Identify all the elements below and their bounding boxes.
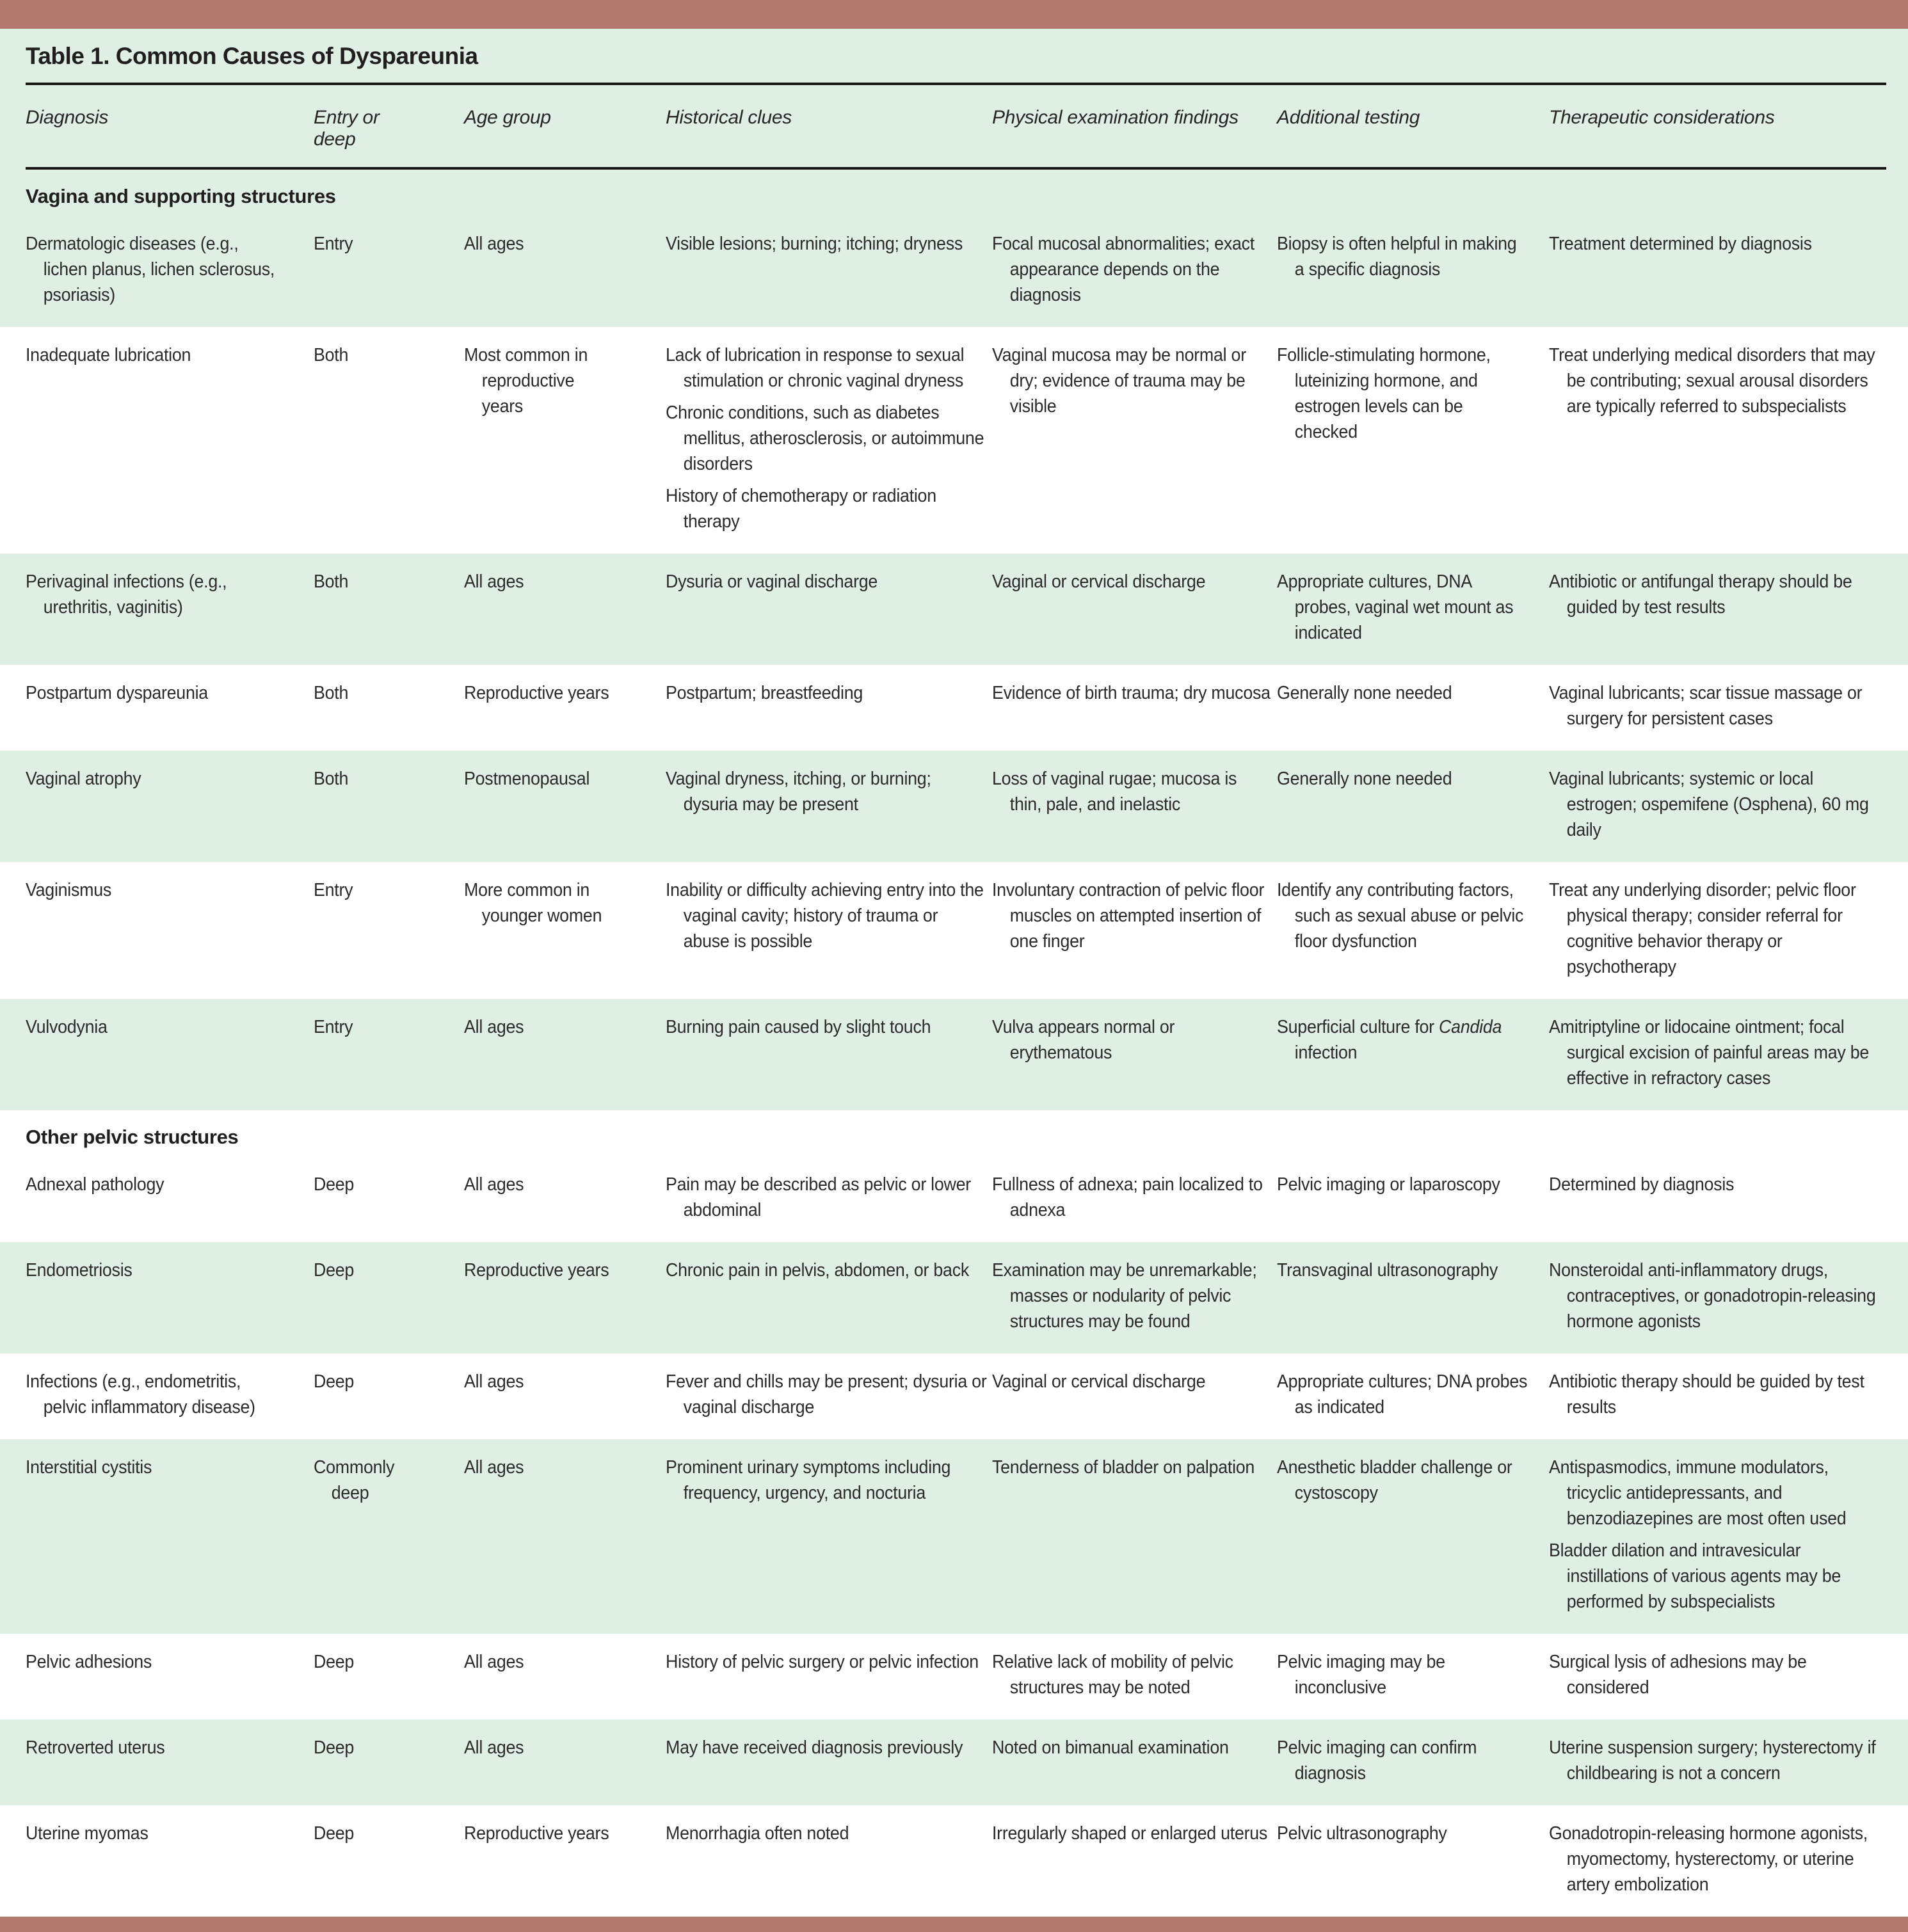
cell-testing [1277,1257,1549,1334]
cell-paragraph: Chronic pain in pelvis, abdomen, or back [666,1260,970,1281]
cell-exam [992,680,1277,731]
cell-paragraph: Both [314,345,349,365]
column-header-row [0,85,1908,167]
cell-history [666,1257,992,1334]
cell-paragraph: History of pelvic surgery or pelvic infection [666,1652,979,1672]
cell-paragraph: Deep [314,1174,355,1195]
cell-paragraph: Entry [314,880,353,900]
cell-paragraph: Fullness of adnexa; pain localized to adnexa [992,1174,1263,1220]
cell-history [666,1821,992,1897]
cell-entry [314,1257,464,1334]
cell-paragraph: Menorrhagia often noted [666,1823,849,1844]
cell-entry [314,342,464,534]
cell-therapy [1549,231,1882,308]
cell-paragraph: Follicle-stimulating hormone, luteinizing hormone, and estrogen levels can be checked [1277,345,1491,442]
column-header-history: Historical clues [666,107,792,128]
cell-history [666,1735,992,1786]
cell-paragraph: Most common in reproductive years [464,345,588,417]
cell-paragraph: All ages [464,1457,524,1478]
cell-paragraph: Deep [314,1260,355,1281]
cell-paragraph: Pelvic ultrasonography [1277,1823,1447,1844]
cell-paragraph: Infections (e.g., endometritis, pelvic inflammatory disease) [26,1371,255,1417]
cell-paragraph: Amitriptyline or lidocaine ointment; focal surgical excision of painful areas may be effective in refractory cases [1549,1017,1870,1089]
column-header-therapy: Therapeutic considerations [1549,107,1775,128]
cell-diagnosis [26,1649,314,1700]
table-row [0,862,1908,999]
cell-exam [992,1257,1277,1334]
table-row [0,1156,1908,1242]
cell-paragraph: Interstitial cystitis [26,1457,152,1478]
cell-testing [1277,1455,1549,1615]
cell-paragraph: History of chemotherapy or radiation therapy [666,486,936,532]
table-row [0,1720,1908,1805]
cell-paragraph: Gonadotropin-releasing hormone agonists, myomectomy, hysterectomy, or uterine artery embolization [1549,1823,1868,1895]
cell-testing [1277,877,1549,980]
cell-testing [1277,680,1549,731]
cell-paragraph: Vaginal mucosa may be normal or dry; evidence of trauma may be visible [992,345,1246,417]
cell-exam [992,1649,1277,1700]
cell-paragraph: Burning pain caused by slight touch [666,1017,931,1037]
cell-paragraph: Transvaginal ultrasonography [1277,1260,1498,1281]
cell-paragraph: Treat any underlying disorder; pelvic floor physical therapy; consider referral for cognitive behavior therapy or psychotherapy [1549,880,1856,977]
cell-therapy [1549,766,1882,843]
cell-history [666,1455,992,1615]
section-header: Vagina and supporting structures [0,170,1908,216]
cell-paragraph: All ages [464,1174,524,1195]
cell-paragraph: Focal mucosal abnormalities; exact appearance depends on the diagnosis [992,234,1255,305]
cell-diagnosis [26,680,314,731]
cell-diagnosis [26,231,314,308]
table-row [0,999,1908,1110]
cell-paragraph: Antibiotic or antifungal therapy should be guided by test results [1549,571,1852,618]
table-row [0,554,1908,665]
cell-paragraph: Pelvic imaging may be inconclusive [1277,1652,1445,1698]
cell-age [464,1172,666,1223]
cell-paragraph: Perivaginal infections (e.g., urethritis, vaginitis) [26,571,227,618]
table-row [0,327,1908,554]
cell-paragraph: Dysuria or vaginal discharge [666,571,878,592]
column-header-age: Age group [464,107,551,128]
cell-paragraph: More common in younger women [464,880,602,926]
cell-paragraph: Entry [314,1017,353,1037]
cell-paragraph: Deep [314,1823,355,1844]
cell-paragraph: Visible lesions; burning; itching; dryness [666,234,963,254]
cell-paragraph: Both [314,683,349,703]
cell-therapy [1549,680,1882,731]
cell-paragraph: Both [314,769,349,789]
cell-paragraph: Examination may be unremarkable; masses or nodularity of pelvic structures may be found [992,1260,1257,1332]
cell-therapy [1549,1172,1882,1223]
cell-paragraph: Vaginismus [26,880,112,900]
cell-diagnosis [26,1014,314,1091]
cell-diagnosis [26,342,314,534]
table-row [0,1242,1908,1353]
cell-entry [314,1455,464,1615]
cell-paragraph: Dermatologic diseases (e.g., lichen planus, lichen sclerosus, psoriasis) [26,234,275,305]
cell-diagnosis [26,1735,314,1786]
cell-age [464,1649,666,1700]
cell-paragraph: Vulvodynia [26,1017,108,1037]
cell-therapy [1549,1014,1882,1091]
column-header-testing: Additional testing [1277,107,1420,128]
cell-entry [314,1014,464,1091]
cell-paragraph: Both [314,571,349,592]
cell-history [666,1172,992,1223]
cell-paragraph: Commonly deep [314,1457,395,1503]
cell-paragraph: Antibiotic therapy should be guided by test results [1549,1371,1864,1417]
cell-exam [992,1821,1277,1897]
cell-age [464,1257,666,1334]
cell-paragraph: Reproductive years [464,1823,609,1844]
cell-entry [314,680,464,731]
cell-history [666,231,992,308]
cell-testing [1277,231,1549,308]
cell-testing [1277,766,1549,843]
cell-testing [1277,342,1549,534]
cell-paragraph: Appropriate cultures, DNA probes, vaginal wet mount as indicated [1277,571,1514,643]
cell-diagnosis [26,1257,314,1334]
cell-entry [314,1649,464,1700]
cell-paragraph: Identify any contributing factors, such as sexual abuse or pelvic floor dysfunction [1277,880,1524,952]
cell-paragraph: Surgical lysis of adhesions may be considered [1549,1652,1807,1698]
cell-history [666,569,992,646]
cell-exam [992,1014,1277,1091]
cell-paragraph: Pelvic imaging can confirm diagnosis [1277,1737,1477,1784]
table-row [0,1634,1908,1720]
cell-paragraph: Appropriate cultures; DNA probes as indicated [1277,1371,1528,1417]
table-row [0,665,1908,751]
cell-entry [314,877,464,980]
cell-history [666,1649,992,1700]
table-row [0,1439,1908,1634]
cell-history [666,680,992,731]
cell-therapy [1549,569,1882,646]
cell-diagnosis [26,1821,314,1897]
cell-testing [1277,1172,1549,1223]
cell-age [464,877,666,980]
cell-paragraph: Inability or difficulty achieving entry into the vaginal cavity; history of trauma or abuse is possible [666,880,984,952]
cell-age [464,1369,666,1420]
cell-exam [992,569,1277,646]
cell-age [464,1455,666,1615]
cell-paragraph: Anesthetic bladder challenge or cystoscopy [1277,1457,1512,1503]
cell-paragraph: Bladder dilation and intravesicular instillations of various agents may be performed by subspecialists [1549,1540,1841,1612]
cell-therapy [1549,1369,1882,1420]
cell-paragraph: Nonsteroidal anti-inflammatory drugs, contraceptives, or gonadotropin-releasing hormone agonists [1549,1260,1876,1332]
cell-history [666,766,992,843]
cell-paragraph: Involuntary contraction of pelvic floor muscles on attempted insertion of one finger [992,880,1265,952]
cell-entry [314,1369,464,1420]
cell-paragraph: Adnexal pathology [26,1174,164,1195]
cell-exam [992,766,1277,843]
cell-age [464,1014,666,1091]
cell-paragraph: Generally none needed [1277,683,1452,703]
cell-paragraph: Reproductive years [464,1260,609,1281]
cell-paragraph: Uterine suspension surgery; hysterectomy if childbearing is not a concern [1549,1737,1876,1784]
column-header-exam: Physical examination findings [992,107,1239,128]
cell-paragraph: Pain may be described as pelvic or lower abdominal [666,1174,971,1220]
cell-therapy [1549,1455,1882,1615]
cell-paragraph: Tenderness of bladder on palpation [992,1457,1255,1478]
table-row [0,1805,1908,1917]
cell-exam [992,231,1277,308]
cell-paragraph: Relative lack of mobility of pelvic structures may be noted [992,1652,1233,1698]
cell-paragraph: Deep [314,1371,355,1392]
cell-testing [1277,1649,1549,1700]
cell-paragraph: All ages [464,1737,524,1758]
cell-paragraph: Postmenopausal [464,769,590,789]
cell-history [666,1369,992,1420]
cell-age [464,569,666,646]
cell-paragraph: Vaginal lubricants; systemic or local estrogen; ospemifene (Osphena), 60 mg daily [1549,769,1869,840]
cell-paragraph: All ages [464,234,524,254]
cell-paragraph: All ages [464,1652,524,1672]
cell-diagnosis [26,1455,314,1615]
cell-history [666,1014,992,1091]
cell-entry [314,1821,464,1897]
cell-history [666,342,992,534]
cell-paragraph: All ages [464,1017,524,1037]
cell-diagnosis [26,877,314,980]
cell-paragraph: Vaginal or cervical discharge [992,571,1206,592]
cell-paragraph: Postpartum dyspareunia [26,683,208,703]
cell-exam [992,1369,1277,1420]
cell-paragraph: Biopsy is often helpful in making a specific diagnosis [1277,234,1517,280]
cell-entry [314,1172,464,1223]
cell-paragraph: Treat underlying medical disorders that may be contributing; sexual arousal disorders are typically referred to subspecialists [1549,345,1875,417]
column-header-entry: Entry or deep [314,107,380,150]
cell-therapy [1549,342,1882,534]
cell-therapy [1549,1735,1882,1786]
table-row [0,216,1908,327]
cell-paragraph: Loss of vaginal rugae; mucosa is thin, pale, and inelastic [992,769,1237,815]
cell-therapy [1549,877,1882,980]
cell-paragraph: All ages [464,1371,524,1392]
cell-paragraph: Retroverted uterus [26,1737,165,1758]
cell-paragraph: Endometriosis [26,1260,132,1281]
cell-diagnosis [26,1369,314,1420]
cell-paragraph: Prominent urinary symptoms including frequency, urgency, and nocturia [666,1457,951,1503]
cell-paragraph: Evidence of birth trauma; dry mucosa [992,683,1271,703]
cell-entry [314,569,464,646]
cell-paragraph: Vaginal lubricants; scar tissue massage or surgery for persistent cases [1549,683,1863,729]
cell-exam [992,1172,1277,1223]
cell-exam [992,342,1277,534]
cell-history [666,877,992,980]
cell-testing [1277,1369,1549,1420]
column-header-diagnosis: Diagnosis [26,107,109,128]
table-body [0,170,1908,1917]
cell-age [464,1735,666,1786]
cell-paragraph: Fever and chills may be present; dysuria or vaginal discharge [666,1371,987,1417]
cell-paragraph: Inadequate lubrication [26,345,191,365]
table-row [0,1353,1908,1439]
cell-paragraph: Lack of lubrication in response to sexual stimulation or chronic vaginal dryness [666,345,965,391]
cell-paragraph: All ages [464,571,524,592]
cell-paragraph: Treatment determined by diagnosis [1549,234,1812,254]
section-header: Other pelvic structures [0,1110,1908,1156]
cell-paragraph: Pelvic adhesions [26,1652,152,1672]
cell-age [464,231,666,308]
cell-paragraph: Vaginal dryness, itching, or burning; dysuria may be present [666,769,931,815]
cell-paragraph: Pelvic imaging or laparoscopy [1277,1174,1500,1195]
cell-paragraph: Uterine myomas [26,1823,148,1844]
cell-paragraph: Vulva appears normal or erythematous [992,1017,1175,1063]
cell-age [464,1821,666,1897]
cell-paragraph: Noted on bimanual examination [992,1737,1229,1758]
cell-paragraph: Irregularly shaped or enlarged uterus [992,1823,1268,1844]
bottom-accent-bar [0,1917,1908,1932]
cell-diagnosis [26,569,314,646]
cell-paragraph: Antispasmodics, immune modulators, tricyclic antidepressants, and benzodiazepines are most often used [1549,1457,1847,1529]
cell-paragraph: Vaginal or cervical discharge [992,1371,1206,1392]
cell-paragraph: Superficial culture for Candida infection [1277,1017,1502,1063]
cell-testing [1277,1014,1549,1091]
cell-entry [314,1735,464,1786]
cell-paragraph: Chronic conditions, such as diabetes mellitus, atherosclerosis, or autoimmune disorders [666,403,984,474]
cell-paragraph: Entry [314,234,353,254]
cell-therapy [1549,1821,1882,1897]
cell-paragraph: Vaginal atrophy [26,769,141,789]
cell-therapy [1549,1649,1882,1700]
cell-diagnosis [26,766,314,843]
cell-age [464,342,666,534]
cell-paragraph: Determined by diagnosis [1549,1174,1735,1195]
cell-paragraph: Generally none needed [1277,769,1452,789]
cell-paragraph: Postpartum; breastfeeding [666,683,863,703]
table-title: Table 1. Common Causes of Dyspareunia [26,43,478,69]
cell-testing [1277,569,1549,646]
table-row [0,751,1908,862]
cell-exam [992,1455,1277,1615]
cell-entry [314,231,464,308]
cell-age [464,680,666,731]
cell-exam [992,1735,1277,1786]
cell-exam [992,877,1277,980]
cell-paragraph: Reproductive years [464,683,609,703]
cell-testing [1277,1735,1549,1786]
cell-age [464,766,666,843]
cell-testing [1277,1821,1549,1897]
cell-entry [314,766,464,843]
top-accent-bar [0,0,1908,29]
cell-therapy [1549,1257,1882,1334]
cell-paragraph: Deep [314,1652,355,1672]
cell-diagnosis [26,1172,314,1223]
cell-paragraph: May have received diagnosis previously [666,1737,963,1758]
cell-paragraph: Deep [314,1737,355,1758]
